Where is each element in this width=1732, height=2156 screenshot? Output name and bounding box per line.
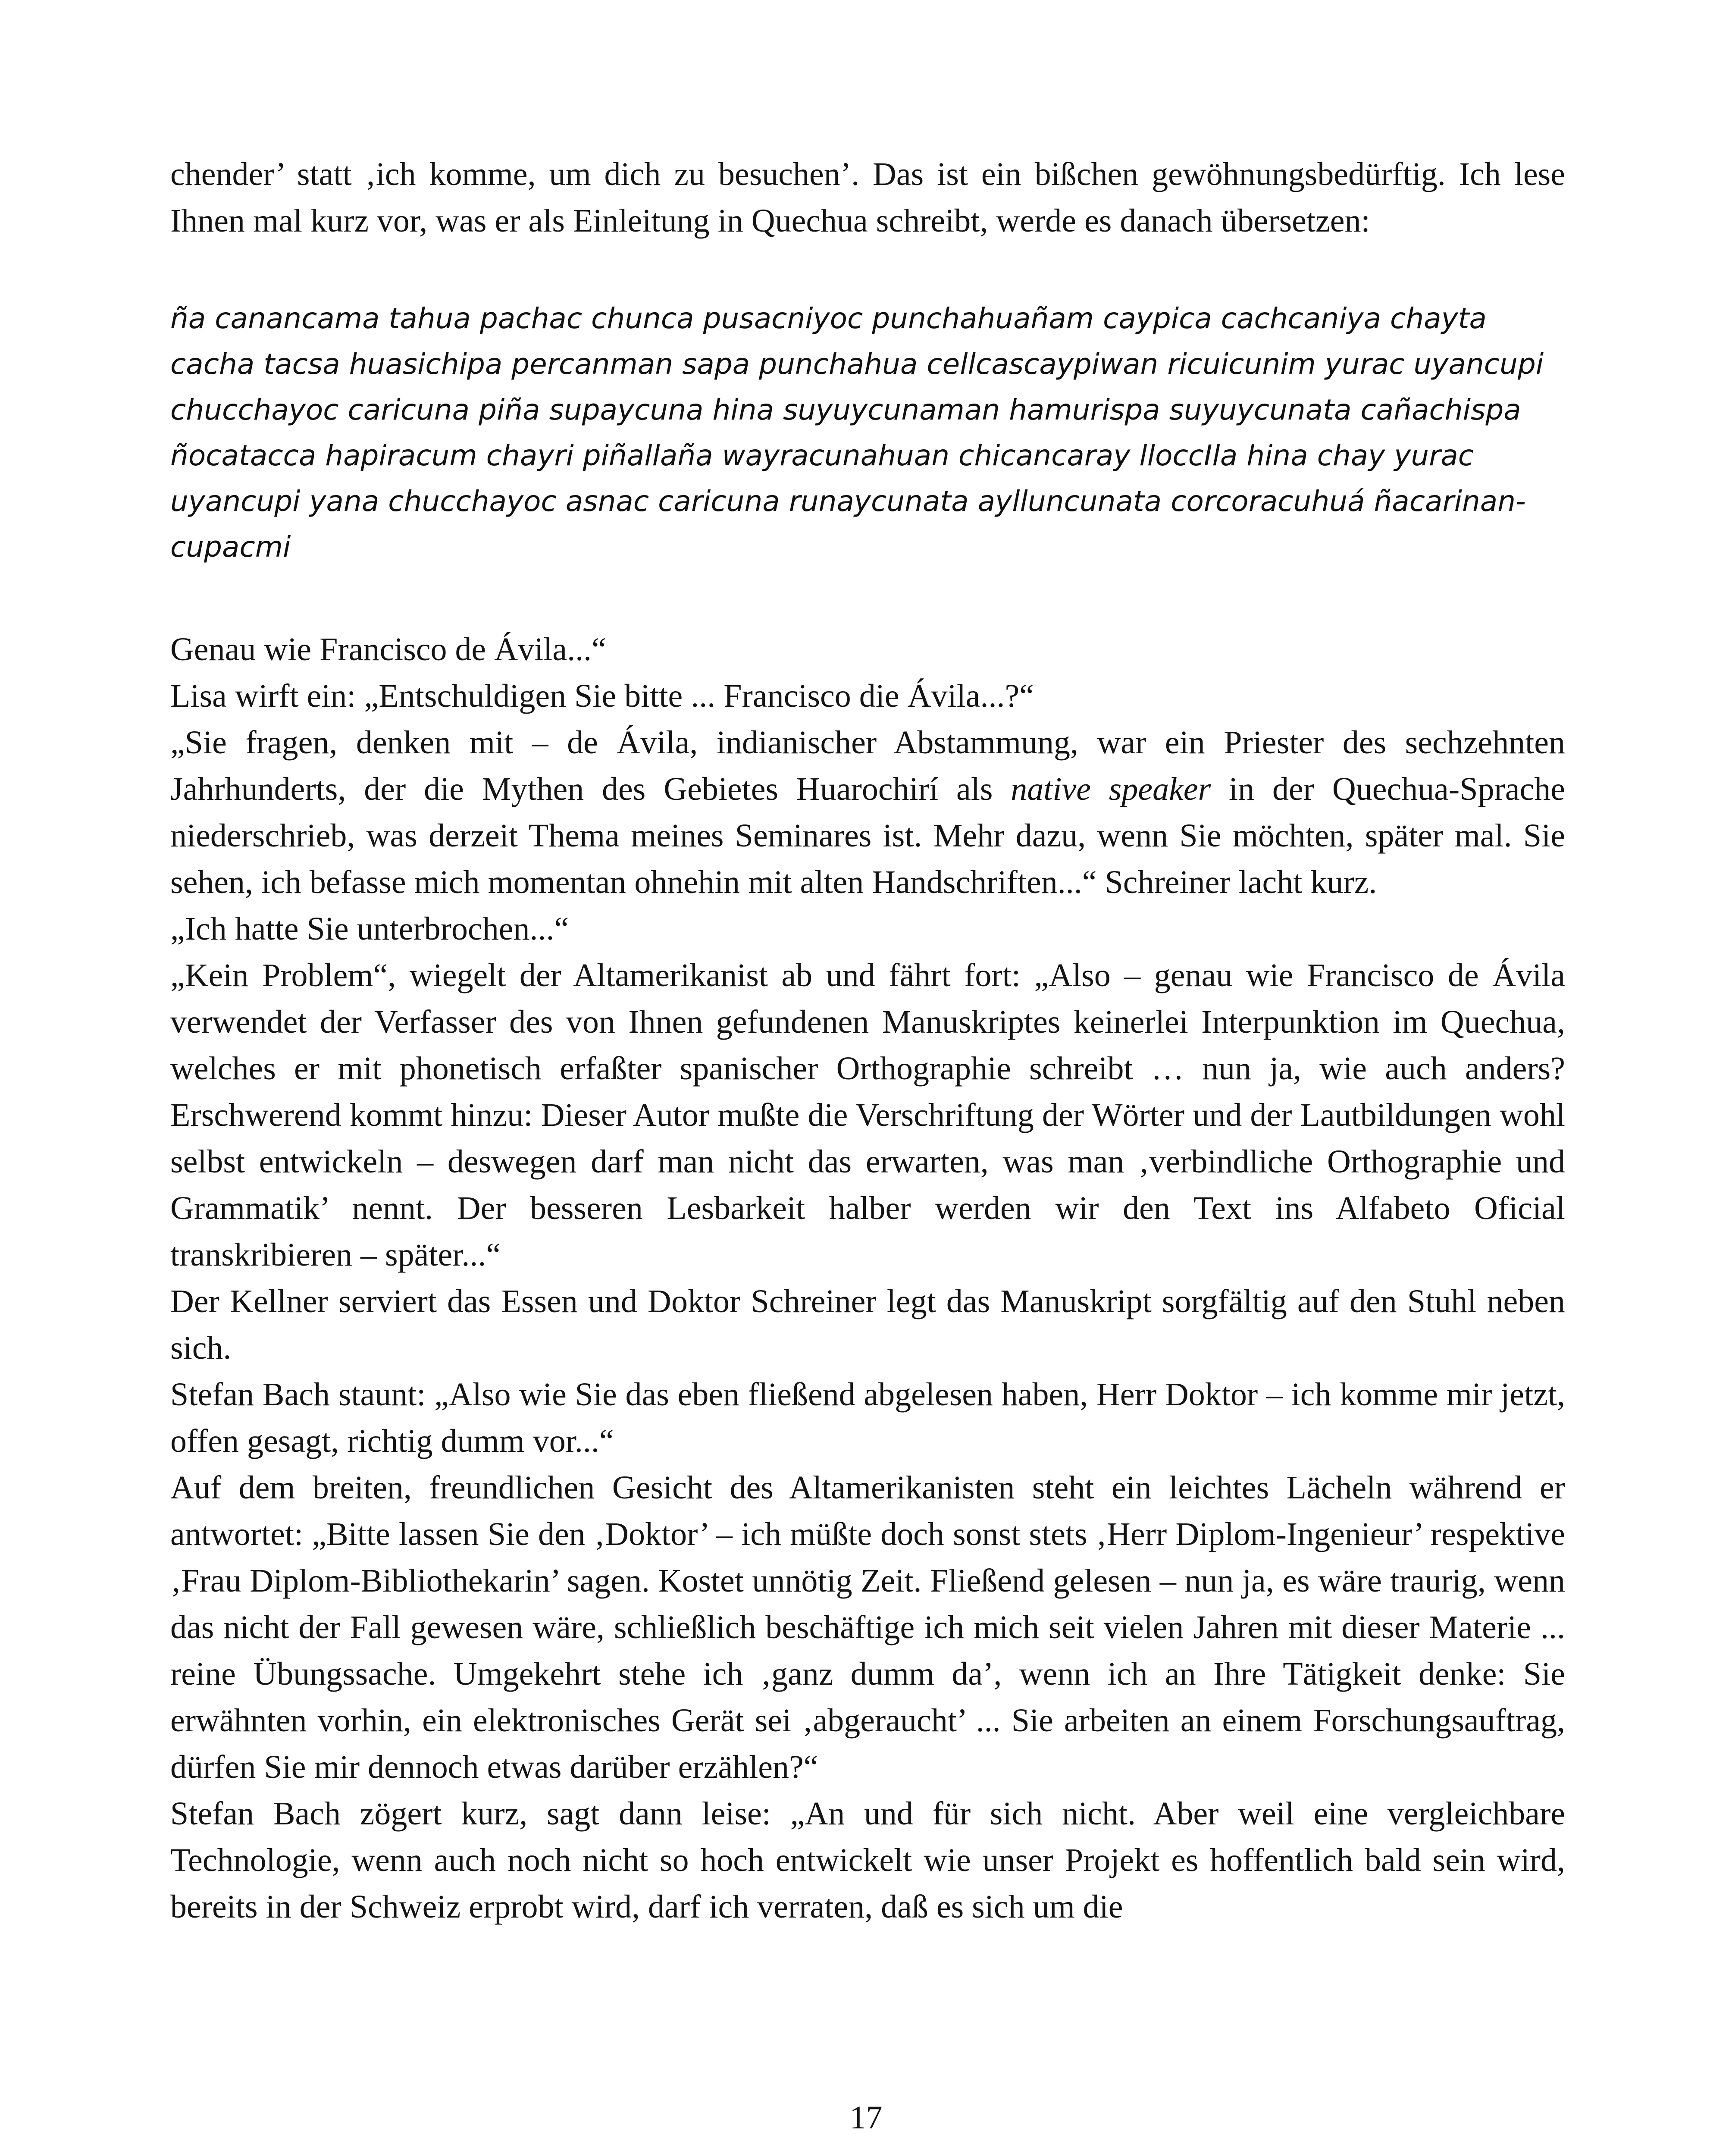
- paragraph-smile: Auf dem breiten, freundlichen Gesicht des Altamerikanisten steht ein leichtes Lächeln während er antwortet: „Bitte lassen Sie den ‚Doktor’ – ich müßte doch sonst stets ‚Herr Diplom-Ingenieur’ respektive ‚Frau Diplom-Bibliothekarin’ sagen. Kostet unnötig Zeit. Fließend gelesen – nun ja, es wäre traurig, wenn das nicht der Fall gewesen wäre, schließlich beschäftige ich mich seit vielen Jahren mit dieser Materie ... reine Übungssache. Umgekehrt stehe ich ‚ganz dumm da’, wenn ich an Ihre Tätigkeit denke: Sie erwähnten vorhin, ein elektronisches Gerät sei ‚abgeraucht’ ... Sie arbeiten an einem Forschungsauftrag, dürfen Sie mir dennoch etwas darüber erzählen?“: [170, 1470, 1565, 1785]
- quechua-passage: ña canancama tahua pachac chunca pusacniyoc punchahuañam caypica cachcaniya chayta cacha tacsa huasichipa percanman sapa punchahua cellcascaypiwan ricuicunim yurac uyancupi chucchayoc caricuna piña supaycuna hina suyuycunaman hamurispa suyuycunata cañachispa ñocatacca hapiracum chayri piñallaña wayracunahuan chicancaray lloccIla hina chay yurac uyancupi yana chucchayoc asnac caricuna runaycunata aylluncunata corcoracuhuá ñacarinancupacmi: [170, 302, 1544, 564]
- paragraph-lisa-question: Lisa wirft ein: „Entschuldigen Sie bitte ... Francisco die Ávila...?“: [170, 678, 1034, 714]
- paragraph-no-problem: „Kein Problem“, wiegelt der Altamerikanist ab und fährt fort: „Also – genau wie Francisco de Ávila verwendet der Verfasser des von Ihnen gefundenen Manuskriptes keinerlei Interpunktion im Quechua, welches er mit phonetisch erfaßter spanischer Orthographie schreibt … nun ja, wie auch anders? Erschwerend kommt hinzu: Dieser Autor mußte die Verschriftung der Wörter und der Lautbildungen wohl selbst entwickeln – deswegen darf man nicht das erwarten, was man ‚verbindliche Orthographie und Grammatik’ nennt. Der besseren Lesbarkeit halber werden wir den Text ins Alfabeto Oficial transkribieren – später...“: [170, 957, 1565, 1273]
- page-number: 17: [849, 2100, 883, 2136]
- paragraph-stefan-astonished: Stefan Bach staunt: „Also wie Sie das eben fließend abgelesen haben, Herr Doktor – ich komme mir jetzt, offen gesagt, richtig dumm vor...“: [170, 1376, 1565, 1459]
- paragraph-stefan-hesitates: Stefan Bach zögert kurz, sagt dann leise: „An und für sich nicht. Aber weil eine vergleichbare Technologie, wenn auch noch nicht so hoch entwickelt wie unser Projekt es hoffentlich bald sein wird, bereits in der Schweiz erprobt wird, darf ich verraten, daß es sich um die: [170, 1796, 1565, 1925]
- paragraph-interruption: „Ich hatte Sie unterbrochen...“: [170, 911, 569, 947]
- paragraph-avila: Genau wie Francisco de Ávila...“: [170, 631, 606, 667]
- paragraph-waiter: Der Kellner serviert das Essen und Doktor Schreiner legt das Manuskript sorgfältig auf den Stuhl neben sich.: [170, 1283, 1565, 1366]
- explanation-text-start: „Sie fragen, denken mit – de Ávila, indianischer Abstammung, war ein Priester des sechzehnten Jahrhunderts, der die Mythen des Gebietes Huarochirí als: [170, 724, 1565, 807]
- paragraph-schreiner-explanation: [170, 719, 1565, 906]
- intro-paragraph: chender’ statt ‚ich komme, um dich zu besuchen’. Das ist ein bißchen gewöhnungsbedürftig. Ich lese Ihnen mal kurz vor, was er als Einleitung in Quechua schreibt, werde es danach übersetzen:: [170, 156, 1565, 239]
- page-body: [170, 151, 1565, 1930]
- native-speaker-italic: native speaker: [1011, 771, 1211, 807]
- explanation-text-end: in der Quechua-Sprache niederschrieb, was derzeit Thema meines Seminares ist. Mehr dazu, wenn Sie möchten, später mal. Sie sehen, ich befasse mich momentan ohnehin mit alten Handschriften...“ Schreiner lacht kurz.: [170, 771, 1565, 900]
